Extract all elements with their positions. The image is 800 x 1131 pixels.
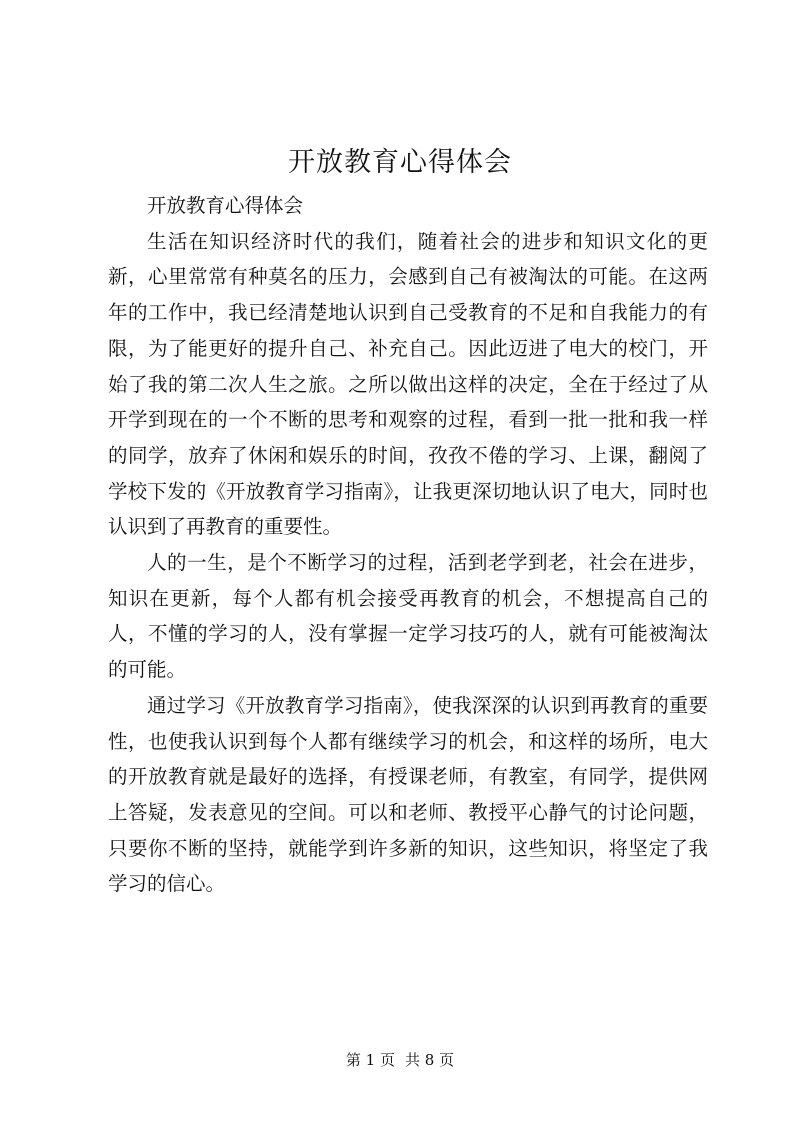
body-paragraph-3: 通过学习《开放教育学习指南》，使我深深的认识到再教育的重要性，也使我认识到每个人都有继续学习的机会，和这样的场所，电大的开放教育就是最好的选择，有授课老师，有教室，有同学，提供网上答疑，发表意见的空间。可以和老师、教授平心静气的讨论问题，只要你不断的坚持，就能学到许多新的知识，这些知识，将坚定了我学习的信心。 — [108, 693, 708, 896]
page-number: 第 1 页 — [345, 1051, 395, 1069]
page-footer — [0, 1049, 800, 1070]
body-paragraph-2: 人的一生，是个不断学习的过程，活到老学到老，社会在进步，知识在更新，每个人都有机会接受再教育的机会，不想提高自己的人，不懂的学习的人，没有掌握一定学习技巧的人，就有可能被淘汰的可能。 — [108, 551, 708, 682]
document-body — [108, 188, 708, 902]
body-paragraph-1: 生活在知识经济时代的我们，随着社会的进步和知识文化的更新，心里常常有种莫名的压力，会感到自己有被淘汰的可能。在这两年的工作中，我已经清楚地认识到自己受教育的不足和自我能力的有限，为了能更好的提升自己、补充自己。因此迈进了电大的校门，开始了我的第二次人生之旅。之所以做出这样的决定，全在于经过了从开学到现在的一个不断的思考和观察的过程，看到一批一批和我一样的同学，放弃了休闲和娱乐的时间，孜孜不倦的学习、上课，翻阅了学校下发的《开放教育学习指南》，让我更深切地认识了电大，同时也认识到了再教育的重要性。 — [108, 229, 708, 539]
document-title: 开放教育心得体会 — [288, 147, 512, 178]
subtitle-paragraph: 开放教育心得体会 — [147, 194, 304, 217]
page-total: 共 8 页 — [405, 1051, 455, 1069]
